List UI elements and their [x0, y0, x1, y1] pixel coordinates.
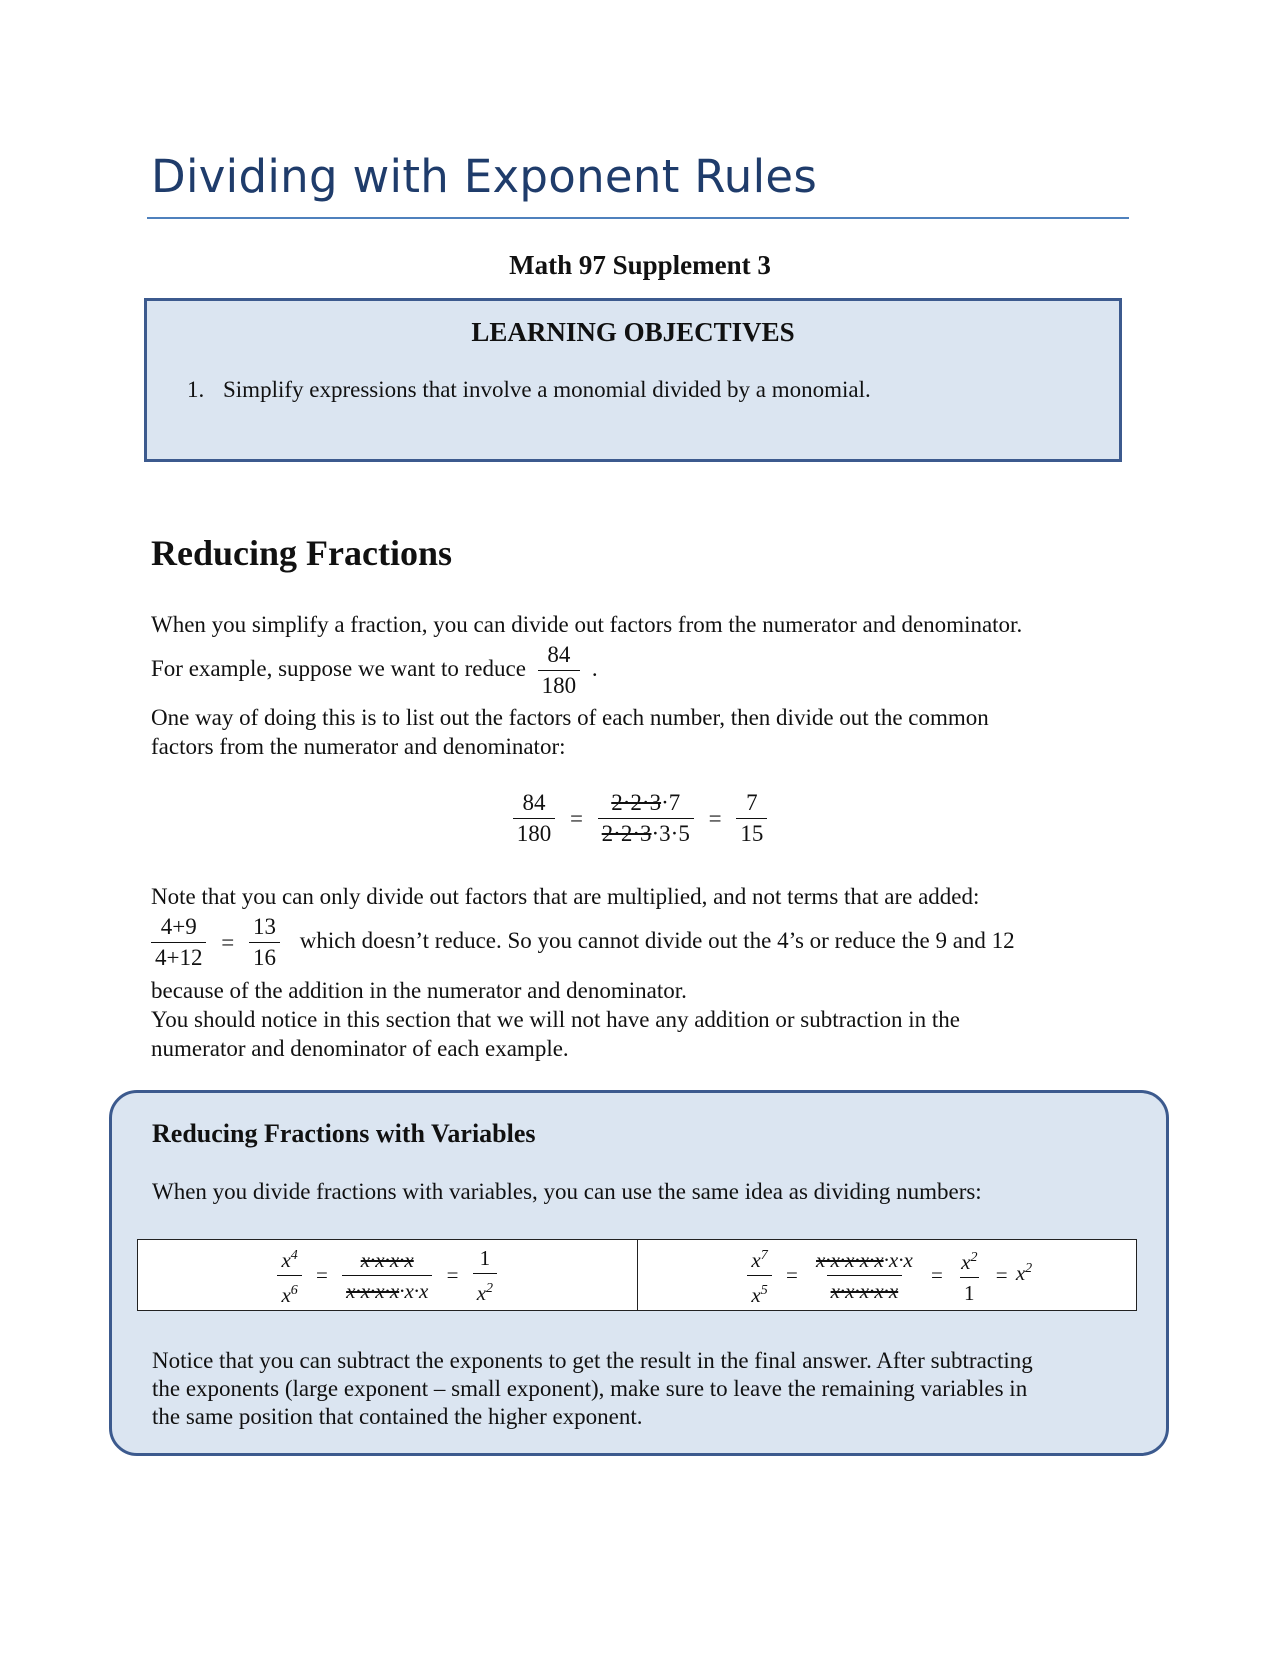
fraction-numerator: 1 — [479, 1245, 491, 1270]
equals-sign: = — [446, 1262, 459, 1287]
factors-line-1: One way of doing this is to list out the factors of each number, then divide out the common — [151, 705, 989, 730]
equals-sign: = — [995, 1262, 1008, 1287]
struck-factors: 2·2·3 — [601, 821, 652, 846]
fraction-denominator — [598, 818, 694, 849]
factor-equation — [0, 788, 1280, 849]
fraction-denominator: 16 — [249, 942, 280, 973]
fraction-numerator: 4+9 — [160, 914, 197, 939]
remaining-factors: ·x·x — [399, 1278, 429, 1303]
fraction-x2-over-1 — [957, 1243, 981, 1308]
example-text: For example, suppose we want to reduce — [151, 655, 526, 681]
page-title: Dividing with Exponent Rules — [151, 150, 818, 203]
exponent: 2 — [1025, 1260, 1033, 1276]
objective-text: Simplify expressions that involve a monomial divided by a monomial. — [223, 377, 871, 402]
struck-factors: x·x·x·x·x — [816, 1247, 884, 1272]
because-line: because of the addition in the numerator and denominator. — [151, 978, 687, 1003]
variable-base: x — [961, 1249, 971, 1274]
fraction-7-over-15 — [736, 788, 767, 849]
exponent: 2 — [486, 1280, 494, 1296]
fraction-expanded — [812, 1245, 917, 1306]
learning-objectives-box — [144, 298, 1122, 462]
variables-intro: When you divide fractions with variables, you can use the same idea as dividing numbers: — [152, 1179, 982, 1204]
fraction-numerator — [747, 1241, 771, 1275]
variable-base: x — [751, 1247, 761, 1272]
equals-sign: = — [316, 1262, 328, 1287]
remaining-factors: ·7 — [661, 790, 681, 815]
paragraph-note: Note that you can only divide out factors that are multiplied, and not terms that are added: — [151, 884, 980, 909]
exponent: 7 — [760, 1247, 768, 1263]
note-line-2: the exponents (large exponent – small exponent), make sure to leave the remaining variables in — [152, 1376, 1028, 1401]
fraction-numerator — [607, 788, 684, 818]
fraction-numerator — [812, 1245, 917, 1275]
fraction-x7-over-x5 — [747, 1241, 771, 1310]
exponent: 2 — [970, 1249, 978, 1265]
paragraph-because — [151, 976, 960, 1063]
learning-objectives-heading: LEARNING OBJECTIVES — [471, 317, 795, 347]
exponent: 4 — [290, 1247, 298, 1263]
variable-base: x — [476, 1280, 487, 1305]
addition-example — [151, 912, 1015, 973]
variable-base: x — [281, 1247, 291, 1272]
equals-sign: = — [785, 1262, 798, 1287]
fraction-denominator: 180 — [513, 818, 556, 849]
notice-line-1: You should notice in this section that we will not have any addition or subtraction in the — [151, 1007, 960, 1032]
note-line-1: Notice that you can subtract the exponents to get the result in the final answer. After subtracting — [152, 1348, 1033, 1373]
fraction-expanded — [342, 1245, 432, 1306]
variables-note — [152, 1347, 1033, 1431]
variable-base: x — [751, 1282, 761, 1307]
fraction-denominator: 4+12 — [151, 942, 206, 973]
final-result — [1016, 1261, 1032, 1285]
paragraph-example — [151, 640, 598, 701]
variables-heading: Reducing Fractions with Variables — [152, 1119, 536, 1148]
fraction-numerator: 13 — [252, 914, 276, 939]
fraction-numerator: 84 — [522, 790, 546, 815]
fraction-84-over-180 — [513, 788, 556, 849]
fraction-denominator — [277, 1275, 301, 1310]
fraction-denominator — [473, 1273, 497, 1308]
page-subtitle: Math 97 Supplement 3 — [509, 250, 771, 280]
exponent: 6 — [290, 1282, 298, 1298]
fraction-13-over-16 — [249, 912, 280, 973]
fraction-denominator: 15 — [736, 818, 767, 849]
example-cell-left — [138, 1240, 638, 1311]
section-heading-reducing-fractions: Reducing Fractions — [151, 533, 452, 573]
fraction-numerator: 7 — [746, 790, 758, 815]
objective-item — [187, 377, 871, 403]
exponent: 5 — [760, 1282, 768, 1298]
example-period: . — [591, 655, 598, 681]
equals-sign: = — [221, 930, 235, 955]
example-cell-right — [637, 1240, 1137, 1311]
notice-line-2: numerator and denominator of each example. — [151, 1036, 569, 1061]
struck-factors: x·x·x·x — [346, 1278, 400, 1303]
equals-sign: = — [569, 805, 583, 831]
variable-base: x — [281, 1282, 291, 1307]
fraction-denominator: 1 — [960, 1277, 979, 1308]
fraction-denominator — [827, 1275, 903, 1306]
note-line-3: the same position that contained the higher exponent. — [152, 1404, 643, 1429]
fraction-84-over-180 — [538, 640, 581, 701]
fraction-denominator — [342, 1275, 432, 1306]
fraction-numerator — [957, 1243, 981, 1277]
variables-examples-table — [137, 1239, 1137, 1311]
fraction-factored — [598, 788, 694, 849]
remaining-factors: ·x·x — [883, 1247, 913, 1272]
fraction-x4-over-x6 — [277, 1241, 301, 1310]
addition-explanation: which doesn’t reduce. So you cannot divide out the 4’s or reduce the 9 and 12 — [299, 927, 1015, 953]
fraction-numerator — [277, 1241, 301, 1275]
fraction-denominator — [747, 1275, 771, 1310]
equals-sign: = — [931, 1262, 943, 1287]
title-underline — [147, 217, 1129, 219]
fraction-numerator — [357, 1245, 418, 1275]
factors-line-2: factors from the numerator and denominator: — [151, 734, 566, 759]
struck-factors: x·x·x·x·x — [830, 1278, 899, 1303]
equals-sign: = — [708, 805, 722, 831]
table-row — [138, 1240, 1137, 1311]
fraction-denominator: 180 — [538, 670, 581, 701]
variables-callout-box — [109, 1090, 1169, 1456]
variable-base: x — [1015, 1260, 1026, 1285]
fraction-numerator: 84 — [547, 642, 571, 667]
struck-factors: 2·2·3 — [611, 790, 662, 815]
fraction-4plus9-over-4plus12 — [151, 912, 206, 973]
fraction-1-over-x2 — [473, 1243, 497, 1308]
objective-number: 1. — [187, 377, 205, 402]
struck-factors: x·x·x·x — [360, 1247, 414, 1272]
remaining-factors: ·3·5 — [651, 821, 690, 846]
paragraph-simplify: When you simplify a fraction, you can divide out factors from the numerator and denominator. — [151, 612, 1023, 637]
paragraph-factors — [151, 703, 989, 761]
